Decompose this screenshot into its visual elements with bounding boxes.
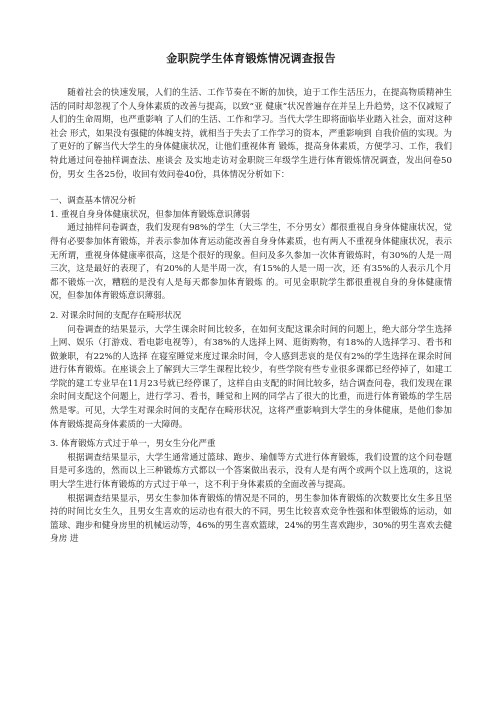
subsection-paragraph-4: 根据调查结果显示，男女生参加体育锻炼的情况是不同的，男生参加体育锻炼的次数要比女生多且坚持的时间比女生久，且男女生喜欢的运动也有很大的不同，男生比较喜欢竞争性强和体型锻炼的运动，如篮球、跑步和健身房里的机械运动等，46%的男生喜欢篮球，24%的男生喜欢跑步，30%的男生喜欢去健身房 进 bbox=[50, 493, 452, 545]
subsection-heading-3: 3. 体育锻炼方式过于单一，男女生分化严重 bbox=[50, 439, 216, 450]
subsection-heading-1: 1. 重视自身身体健康状况，但参加体育锻炼意识薄弱 bbox=[50, 209, 250, 220]
section-heading-1: 一、调查基本情况分析 bbox=[50, 196, 136, 207]
subsection-paragraph-2: 问卷调查的结果显示，大学生课余时间比较多，在如何支配这课余时间的问题上，绝大部分学生选择上网、娱乐（打游戏、看电影电视等），有38%的人选择上网、逛街购物，有18%的人选择学习、看书和做兼职，有22%的人选择 在寝室睡觉来度过课余时间，令人感到悲哀的是仅有2%的学生选择在课余时间 进行体育锻炼。在座谈会上了解到大三学生课程比较少，有些学院有些专业很多课都已经停掉了，如建工学院的建工专业早在11月23号就已经停课了，这样自由支配的时间比较多，结合调查问卷，我们发现在课余时间支配这个问题上，进行学习、看书，睡觉和上网的同学占了很大的比重，而进行体育锻炼的学生居然是零。可见，大学生对课余时间的支配存在畸形状况，这将严重影响到大学生的身体健康，是他们参加体育锻炼提高身体素质的一大障碍。 bbox=[50, 324, 452, 430]
page-title: 金职院学生体育锻炼情况调查报告 bbox=[166, 52, 336, 65]
intro-paragraph: 随着社会的快速发展，人们的生活、工作节奏在不断的加快，迫于工作生活压力，在提高物质精神生活的同时却忽视了个人身体素质的改善与提高，以致“亚 健康”状况普遍存在并呈上升趋势，这不仅减短了人们的生命周期，也严重影响 了人们的生活、工作和学习。当代大学生即将面临毕业踏入社会，面对这种社会 形式，如果没有强健的体魄支持，就相当于失去了工作学习的资本，严重影响到 自我价值的实现。为了更好的了解当代大学生的身体健康状况，让他们重视体育 锻炼，提高身体素质，方便学习、工作，我们特此通过问卷抽样调查法、座谈会 及实地走访对金职院三年级学生进行体育锻炼情况调查，发出问卷50份，男女 生各25份，收回有效问卷40份，具体情况分析如下： bbox=[50, 88, 452, 180]
subsection-paragraph-1: 通过抽样问卷调查，我们发现有98%的学生（大三学生，不分男女）都很重视自身身体健康状况，觉得有必要参加体育锻炼，并表示参加体育运动能改善自身身体素质，也有两人不重视身体健康状况，表示无所谓，重视身体健康率很高，这是个很好的现象。但问及多久参加一次体育锻炼时，有30%的人是一周三次，这是最好的表现了，有20%的人是半周一次，有15%的人是一周一次，还 有35%的人表示几个月都不锻炼一次，糟糕的是没有人是每天都参加体育锻炼 的。可见金职院学生都很重视自身的身体健康情况，但参加体育锻炼意识薄弱。 bbox=[50, 223, 452, 302]
subsection-heading-2: 2. 对课余时间的支配存在畸形状况 bbox=[50, 310, 182, 321]
subsection-paragraph-3: 根据调查结果显示，大学生通常通过篮球、跑步、瑜伽等方式进行体育锻炼，我们设置的这个问卷题目是可多选的，然而以上三种锻炼方式都以一个答案做出表示，没有人是有两个或两个以上选项的，这说明大学生进行体育锻炼的方式过于单一，这不利于身体素质的全面改善与提高。 bbox=[50, 452, 452, 491]
